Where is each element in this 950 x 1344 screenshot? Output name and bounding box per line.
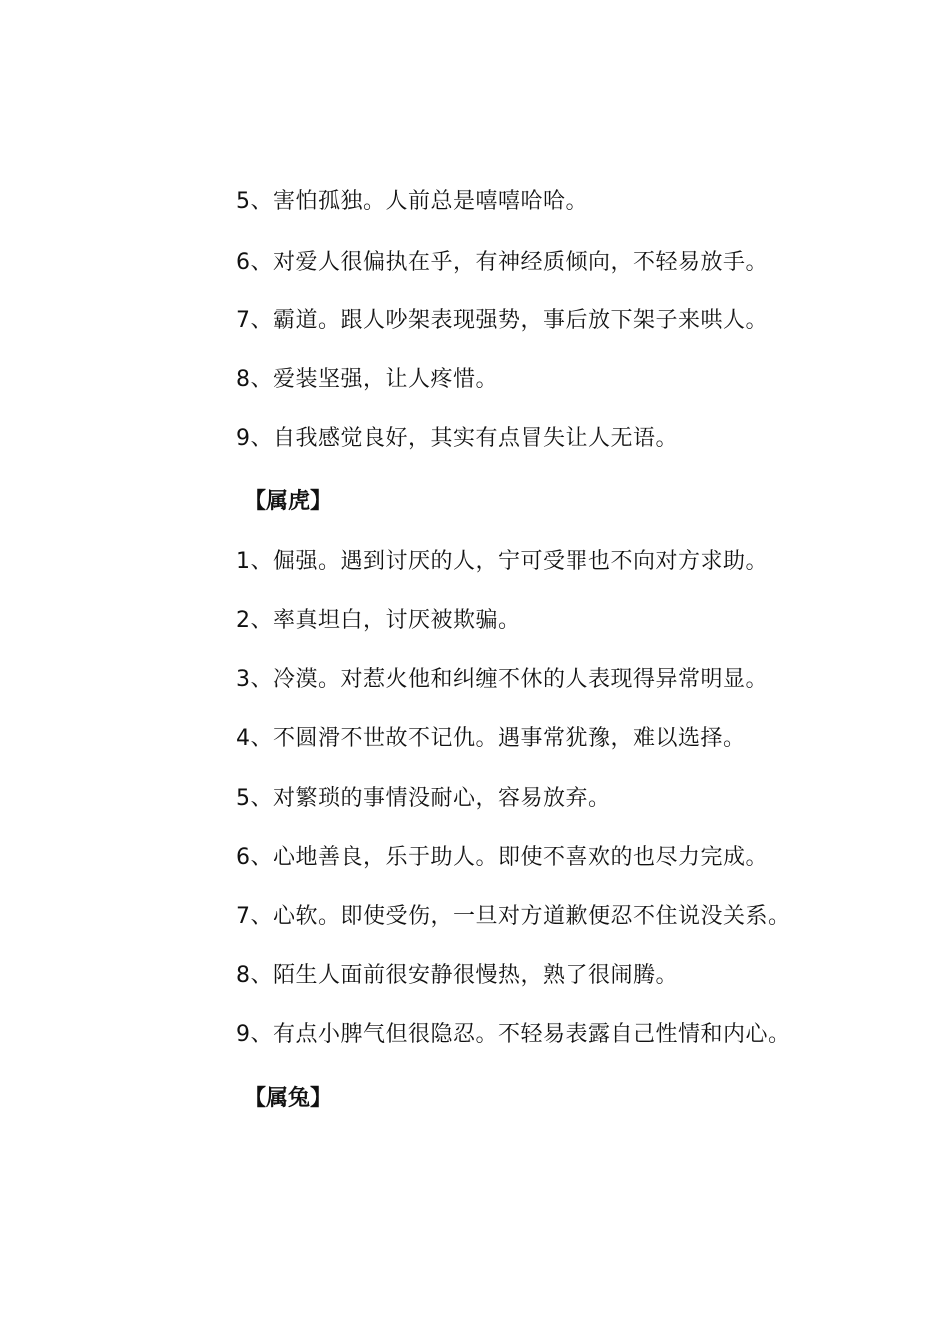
list-item: 7、霸道。跟人吵架表现强势，事后放下架子来哄人。 xyxy=(236,308,768,333)
list-item: 9、有点小脾气但很隐忍。不轻易表露自己性情和内心。 xyxy=(236,1022,791,1047)
section-heading-tiger: 【属虎】 xyxy=(244,489,333,514)
list-item: 4、不圆滑不世故不记仇。遇事常犹豫，难以选择。 xyxy=(236,726,746,751)
list-item: 3、冷漠。对惹火他和纠缠不休的人表现得异常明显。 xyxy=(236,667,768,692)
list-item: 6、心地善良，乐于助人。即使不喜欢的也尽力完成。 xyxy=(236,845,768,870)
list-item: 2、率真坦白，讨厌被欺骗。 xyxy=(236,608,521,633)
list-item: 6、对爱人很偏执在乎，有神经质倾向，不轻易放手。 xyxy=(236,250,768,275)
list-item: 1、倔强。遇到讨厌的人，宁可受罪也不向对方求助。 xyxy=(236,549,768,574)
list-item: 8、爱装坚强，让人疼惜。 xyxy=(236,367,498,392)
list-item: 5、对繁琐的事情没耐心，容易放弃。 xyxy=(236,786,611,811)
list-item: 9、自我感觉良好，其实有点冒失让人无语。 xyxy=(236,426,678,451)
list-item: 5、害怕孤独。人前总是嘻嘻哈哈。 xyxy=(236,189,588,214)
section-heading-rabbit: 【属兔】 xyxy=(244,1086,333,1111)
list-item: 8、陌生人面前很安静很慢热，熟了很闹腾。 xyxy=(236,963,678,988)
list-item: 7、心软。即使受伤，一旦对方道歉便忍不住说没关系。 xyxy=(236,904,791,929)
